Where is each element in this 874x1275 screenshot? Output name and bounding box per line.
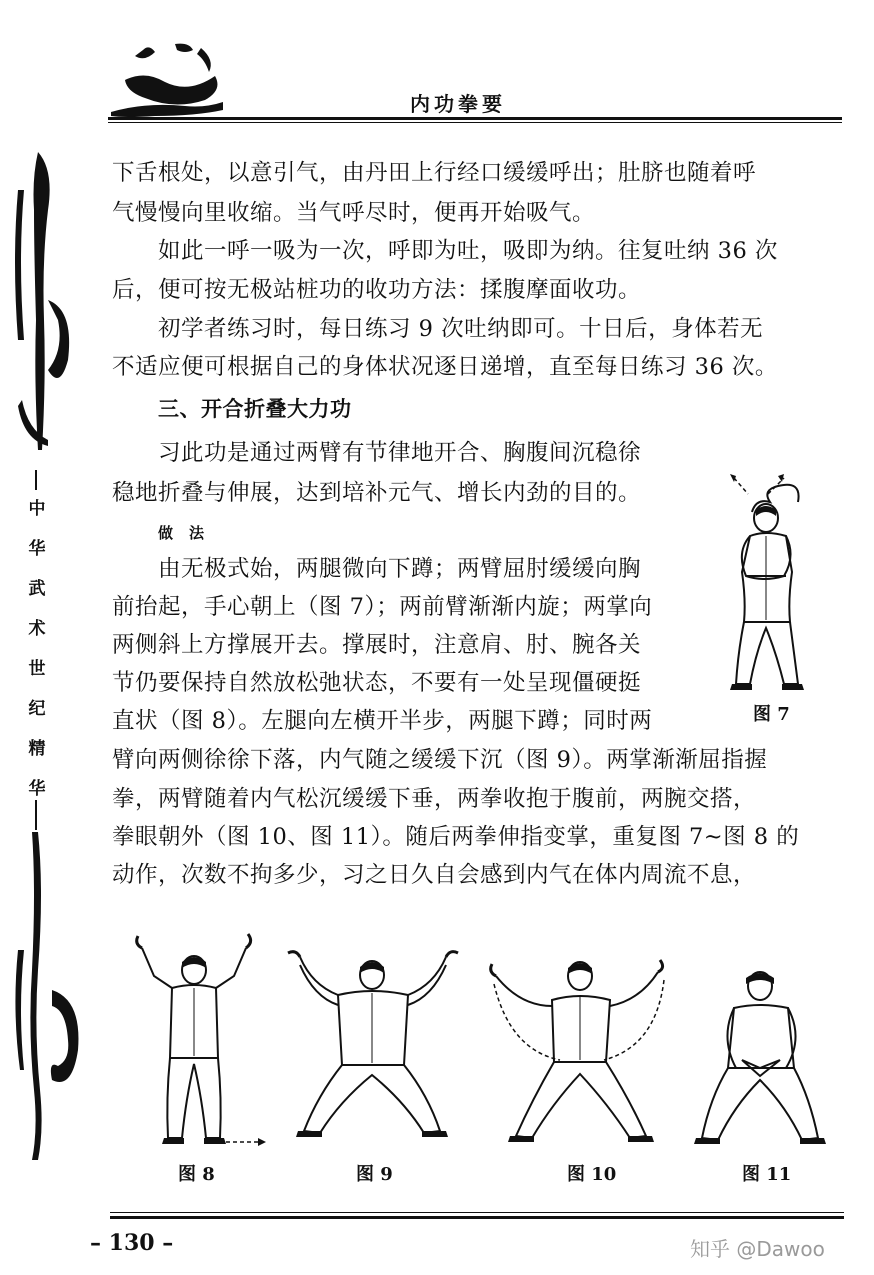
caption-fig-9: 图 9 <box>356 1164 393 1185</box>
footer-rule-thin <box>110 1212 844 1213</box>
sidebar-char-4: 术 <box>28 619 46 639</box>
figure-8-illustration <box>130 928 270 1158</box>
body-p5-line8: 拳眼朝外（图 10、图 11）。随后两拳伸指变掌，重复图 7~图 8 的 <box>112 824 800 850</box>
body-p2-line2: 后，便可按无极站桩功的收功方法：揉腹摩面收功。 <box>112 277 642 303</box>
header-rule-thick <box>108 117 842 120</box>
header-logo <box>105 40 230 124</box>
figure-7-illustration <box>728 472 836 697</box>
sidebar-char-6: 纪 <box>28 699 46 719</box>
caption-fig-11: 图 11 <box>742 1164 792 1185</box>
body-p1-line1: 下舌根处，以意引气，由丹田上行经口缓缓呼出；肚脐也随着呼 <box>112 160 757 186</box>
figure-10-illustration <box>480 950 680 1150</box>
body-p4-line2: 稳地折叠与伸展，达到培补元气、增长内劲的目的。 <box>112 480 642 506</box>
body-p5-line2: 前抬起，手心朝上（图 7）；两前臂渐渐内旋；两掌向 <box>112 594 653 620</box>
method-label: 做 法 <box>158 524 205 542</box>
header-rule-thin <box>108 122 842 123</box>
sidebar-char-3: 武 <box>28 579 46 599</box>
sidebar-ornament-top <box>8 150 78 474</box>
header-title: 内功拳要 <box>410 92 506 116</box>
body-p3-line2: 不适应便可根据自己的身体状况逐日递增，直至每日练习 36 次。 <box>112 354 778 380</box>
sidebar-line-upper <box>35 470 37 490</box>
body-p5-line4: 节仍要保持自然放松弛状态，不要有一处呈现僵硬挺 <box>112 670 642 696</box>
sidebar-char-2: 华 <box>28 539 46 559</box>
body-p5-line5: 直状（图 8）。左腿向左横开半步，两腿下蹲；同时两 <box>112 708 653 734</box>
caption-fig-8: 图 8 <box>178 1164 215 1185</box>
sidebar-char-7: 精 <box>28 739 46 759</box>
body-p3-line1: 初学者练习时，每日练习 9 次吐纳即可。十日后，身体若无 <box>158 316 764 342</box>
sidebar-char-8: 华 <box>28 779 46 799</box>
body-p1-line2: 气慢慢向里收缩。当气呼尽时，便再开始吸气。 <box>112 200 596 226</box>
body-p2-line1: 如此一呼一吸为一次，呼即为吐，吸即为纳。往复吐纳 36 次 <box>158 238 778 264</box>
body-p5-line6: 臂向两侧徐徐下落，内气随之缓缓下沉（图 9）。两掌渐渐屈指握 <box>112 747 768 773</box>
watermark: 知乎 @Dawoo <box>690 1237 825 1261</box>
body-p4-line1: 习此功是通过两臂有节律地开合、胸腹间沉稳徐 <box>158 440 642 466</box>
body-p5-line3: 两侧斜上方撑展开去。撑展时，注意肩、肘、腕各关 <box>112 632 642 658</box>
sidebar-line-lower <box>35 800 37 830</box>
page-number: – 130 – <box>90 1230 174 1256</box>
section-heading: 三、开合折叠大力功 <box>158 397 352 421</box>
body-p5-line1: 由无极式始，两腿微向下蹲；两臂屈肘缓缓向胸 <box>158 556 642 582</box>
caption-fig-10: 图 10 <box>567 1164 617 1185</box>
sidebar-char-5: 世 <box>28 659 46 679</box>
body-p5-line9: 动作，次数不拘多少，习之日久自会感到内气在体内周流不息， <box>112 862 757 888</box>
caption-fig-7: 图 7 <box>753 704 790 725</box>
sidebar-char-1: 中 <box>28 499 46 519</box>
figure-9-illustration <box>282 945 467 1145</box>
figure-11-illustration <box>690 968 840 1153</box>
sidebar-ornament-bottom <box>8 830 88 1174</box>
body-p5-line7: 拳，两臂随着内气松沉缓缓下垂，两拳收抱于腹前，两腕交搭， <box>112 786 757 812</box>
footer-rule-thick <box>110 1216 844 1219</box>
